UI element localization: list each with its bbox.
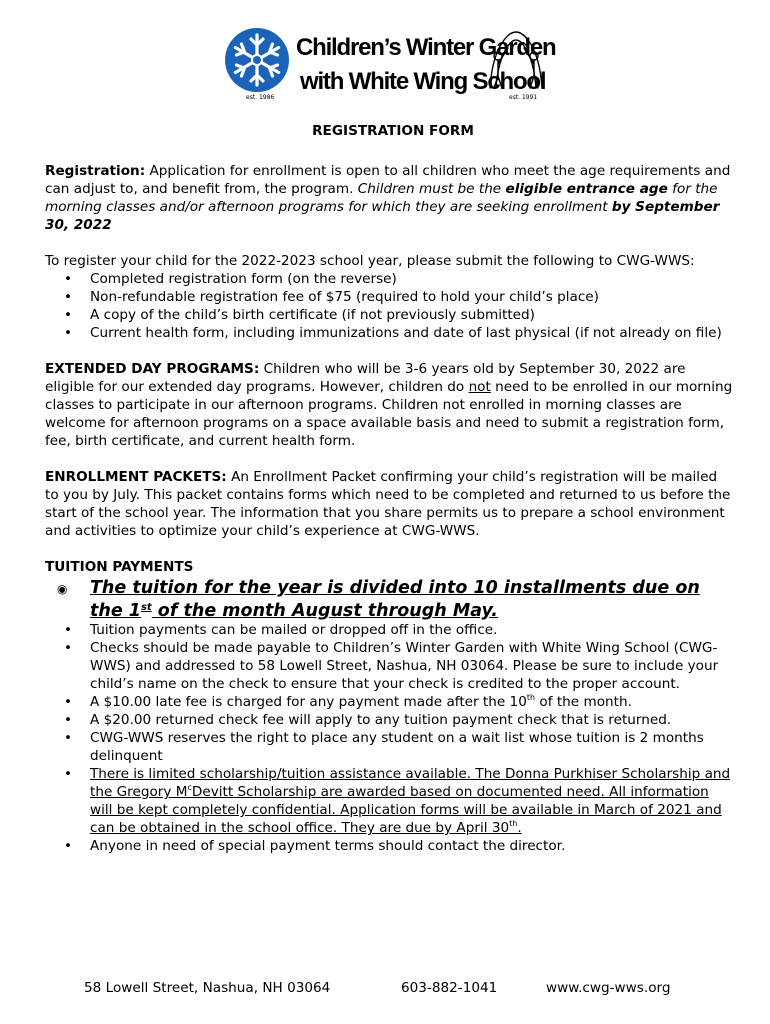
scholarship-sup-1: c (187, 783, 192, 792)
list-item (45, 693, 735, 711)
footer-phone: 603-882-1041 (401, 980, 498, 996)
list-item: • A $20.00 returned check fee will apply to any tuition payment check that is returned. (45, 711, 735, 729)
scholarship-text-b: Devitt Scholarship are awarded based on documented need. All information will be kept completely confidential. Application forms will be available in March of 2021 and can be obtained in the school office. They are due by April 30 (90, 784, 722, 836)
registration-paragraph (45, 162, 735, 234)
snowflake-logo-icon (224, 27, 290, 93)
est-label-left: est. 1986 (246, 94, 275, 101)
scholarship-text-a: There is limited scholarship/tuition assistance available. The Donna Purkhiser Scholarship and the Gregory M (90, 766, 731, 800)
registration-label: Registration: (45, 163, 146, 179)
late-fee-text-a: A $10.00 late fee is charged for any payment made after the 10 (90, 694, 527, 710)
list-item: • Completed registration form (on the reverse) (45, 270, 735, 288)
scholarship-text-c: . (517, 820, 522, 836)
registration-deadline: by September 30, 2022 (45, 199, 720, 233)
tuition-installments-a: The tuition for the year is divided into 10 installments due on the 1 (90, 578, 700, 621)
tuition-heading-text: TUITION PAYMENTS (45, 559, 194, 575)
registration-text: Application for enrollment is open to all children who meet the age requirements and can adjust to, and benefit from, the program. (45, 163, 731, 197)
footer-address: 58 Lowell Street, Nashua, NH 03064 (84, 980, 331, 996)
late-fee-sup: th (526, 693, 536, 702)
enrollment-packets-text: An Enrollment Packet confirming your child’s registration will be mailed to you by July. This packet contains forms which need to be completed and returned to us before the start of the school year. The information that you share permits us to prepare a school environment and activities to optimize your child’s experience at CWG-WWS. (45, 469, 731, 539)
list-item: • A copy of the child’s birth certificate (if not previously submitted) (45, 306, 735, 324)
list-item: • Anyone in need of special payment terms should contact the director. (45, 837, 735, 855)
enrollment-packets-label: ENROLLMENT PACKETS: (45, 469, 227, 485)
logo-title-line1: Children’s Winter Garden (296, 34, 556, 61)
to-register-intro: To register your child for the 2022-2023 school year, please submit the following to CWG-WWS: (45, 253, 695, 269)
late-fee-text-b: of the month. (535, 694, 632, 710)
registration-italic-2: for the morning classes and/or afternoon programs for which they are seeking enrollment (45, 181, 718, 215)
registration-italic-1: Children must be the (357, 181, 506, 197)
form-body (45, 122, 735, 855)
tuition-heading (45, 558, 735, 576)
list-item: • Current health form, including immunizations and date of last physical (if not already on file) (45, 324, 735, 342)
tuition-installments-note (45, 578, 735, 621)
footer-website: www.cwg-wws.org (546, 980, 671, 996)
scholarship-sup-2: th (509, 819, 518, 828)
to-register-list (45, 270, 735, 342)
list-item: • CWG-WWS reserves the right to place any student on a wait list whose tuition is 2 months delinquent (45, 729, 735, 765)
bullet-icon: ◉ (57, 582, 68, 596)
extended-day-not: not (468, 379, 491, 395)
list-item (45, 765, 735, 837)
page-title: REGISTRATION FORM (312, 123, 474, 139)
extended-day-label: EXTENDED DAY PROGRAMS: (45, 361, 260, 377)
est-label-right: est. 1991 (509, 94, 538, 101)
tuition-installments-sup: st (140, 602, 152, 613)
extended-day-text-1: Children who will be 3-6 years old by September 30, 2022 are eligible for our extended day programs. However, children do (45, 361, 686, 395)
list-item: • Tuition payments can be mailed or dropped off in the office. (45, 621, 735, 639)
tuition-list (45, 621, 735, 855)
logo-title-line2: with White Wing School (300, 68, 546, 95)
registration-entrance-age: eligible entrance age (505, 181, 668, 197)
extended-day-text-2: need to be enrolled in our morning classes to participate in our afternoon programs. Children not enrolled in morning classes are welcome for afternoon programs on a space available basis and need to submit a registration form, fee, birth certificate, and current health form. (45, 379, 733, 449)
list-item: • Non-refundable registration fee of $75 (required to hold your child’s place) (45, 288, 735, 306)
list-item: • Checks should be made payable to Children’s Winter Garden with White Wing School (CWG-WWS) and addressed to 58 Lowell Street, Nashua, NH 03064. Please be sure to include your child’s name on the check to ensure that your check is credited to the proper account. (45, 639, 735, 693)
tuition-installments-b: of the month August through May. (151, 601, 498, 621)
letterhead (0, 22, 770, 112)
children-arch-icon (484, 26, 548, 94)
enrollment-packets-paragraph (45, 468, 735, 540)
extended-day-paragraph (45, 360, 735, 450)
